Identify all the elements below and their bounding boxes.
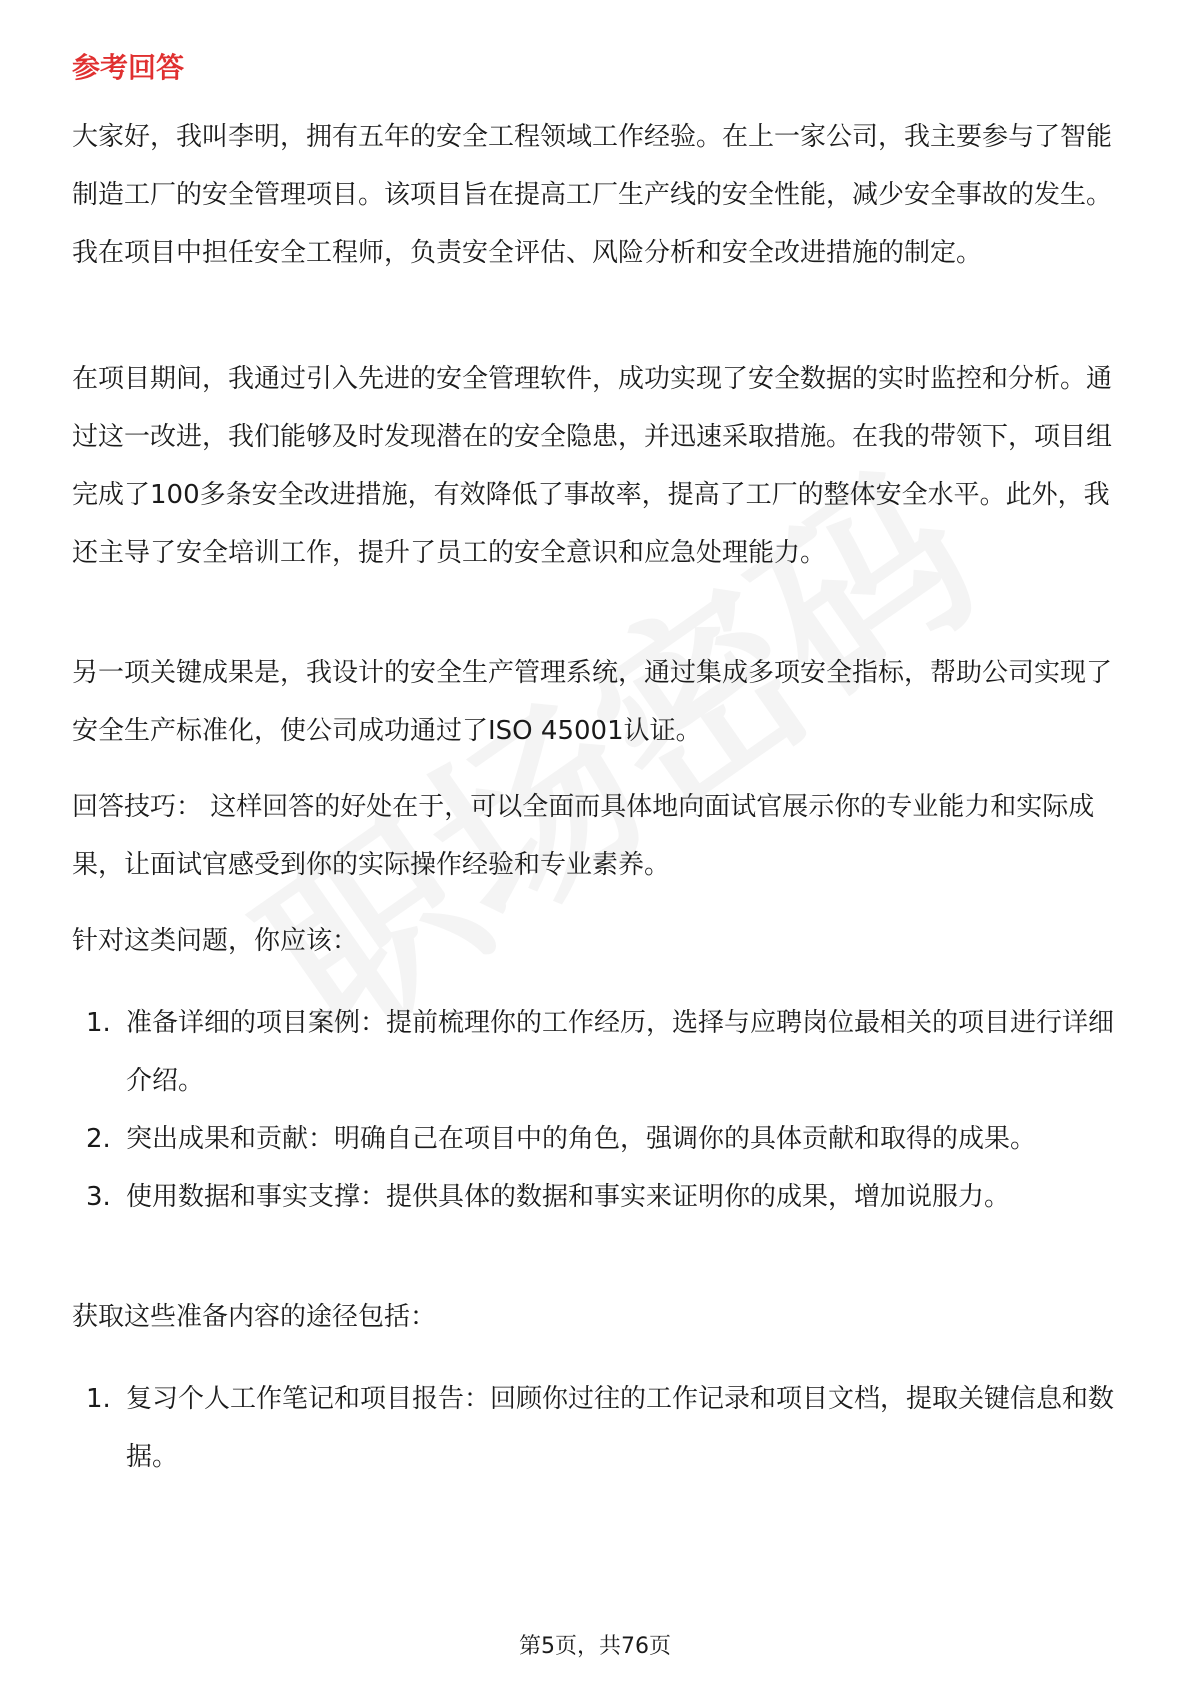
paragraph-sources-intro: 获取这些准备内容的途径包括： <box>72 1302 437 1332</box>
paragraph-tips: 回答技巧： 这样回答的好处在于，可以全面而具体地向面试官展示你的专业能力和实际成果，让面试官感受到你的实际操作经验和专业素养。 <box>72 792 1095 880</box>
paragraph-advice-intro: 针对这类问题，你应该： <box>72 926 359 956</box>
list-item <box>72 994 1120 1110</box>
list-number: 1. <box>86 1008 111 1038</box>
list-number: 2. <box>86 1124 111 1154</box>
sources-list <box>72 1370 1120 1486</box>
paragraph-achievement: 另一项关键成果是，我设计的安全生产管理系统，通过集成多项安全指标，帮助公司实现了安全生产标准化，使公司成功通过了ISO 45001认证。 <box>72 658 1113 746</box>
list-number: 3. <box>86 1182 111 1212</box>
paragraph-project: 在项目期间，我通过引入先进的安全管理软件，成功实现了安全数据的实时监控和分析。通过这一改进，我们能够及时发现潜在的安全隐患，并迅速采取措施。在我的带领下，项目组完成了100多条安全改进措施，有效降低了事故率，提高了工厂的整体安全水平。此外，我还主导了安全培训工作，提升了员工的安全意识和应急处理能力。 <box>72 364 1113 568</box>
page-footer: 第5页，共76页 <box>519 1634 671 1659</box>
paragraph-intro: 大家好，我叫李明，拥有五年的安全工程领域工作经验。在上一家公司，我主要参与了智能制造工厂的安全管理项目。该项目旨在提高工厂生产线的安全性能，减少安全事故的发生。我在项目中担任安全工程师，负责安全评估、风险分析和安全改进措施的制定。 <box>72 122 1113 268</box>
list-item-text: 突出成果和贡献：明确自己在项目中的角色，强调你的具体贡献和取得的成果。 <box>126 1124 1037 1154</box>
list-item <box>72 1110 1120 1168</box>
list-item-text: 使用数据和事实支撑：提供具体的数据和事实来证明你的成果，增加说服力。 <box>126 1182 1011 1212</box>
advice-list <box>72 994 1120 1226</box>
section-heading: 参考回答 <box>72 51 185 84</box>
list-item-text: 复习个人工作笔记和项目报告：回顾你过往的工作记录和项目文档，提取关键信息和数据。 <box>126 1384 1115 1472</box>
list-number: 1. <box>86 1384 111 1414</box>
list-item-text: 准备详细的项目案例：提前梳理你的工作经历，选择与应聘岗位最相关的项目进行详细介绍。 <box>126 1008 1115 1096</box>
list-item <box>72 1370 1120 1486</box>
list-item <box>72 1168 1120 1226</box>
